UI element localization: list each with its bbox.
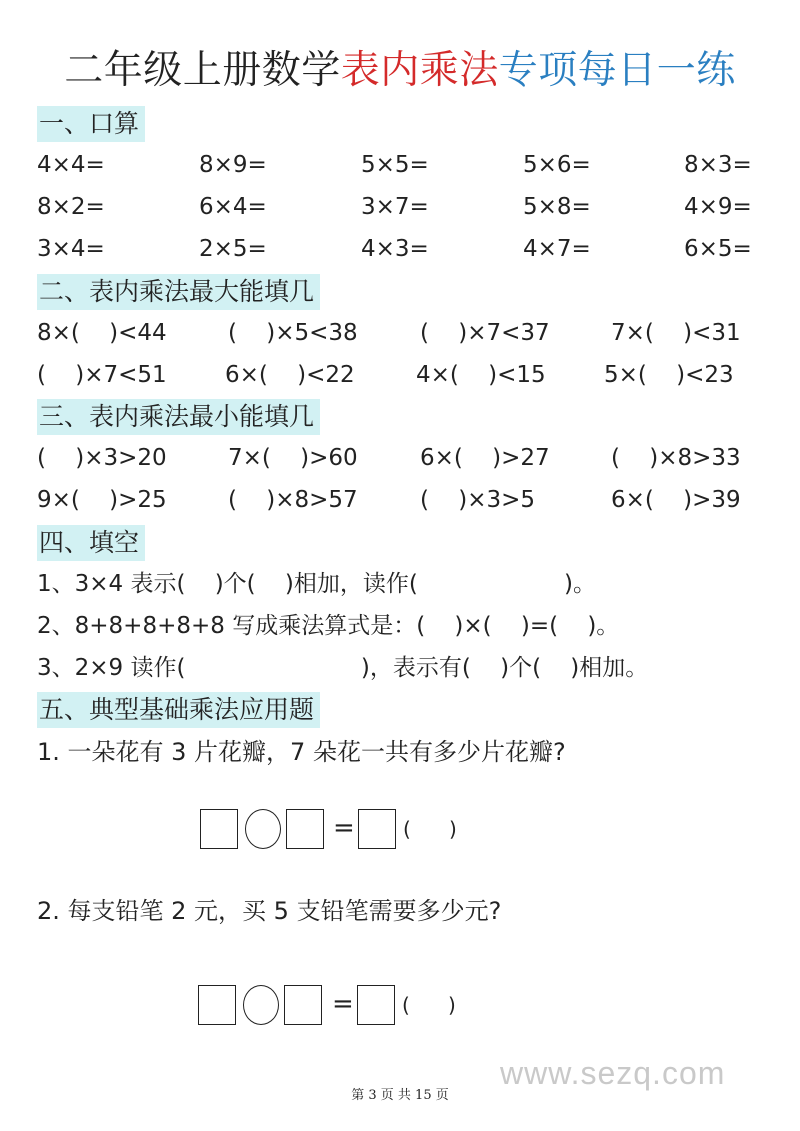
min-fill-item: 9×( )>25 [37,487,167,513]
oral-item: 5×6= [523,152,591,178]
max-fill-item: 4×( )<15 [416,362,546,388]
min-fill-item: 6×( )>39 [611,487,741,513]
section-heading-fill-blanks: 四、填空 [37,525,145,561]
word-problem-1: 1. 一朵花有 3 片花瓣，7 朵花一共有多少片花瓣? [37,738,566,766]
operator-circle[interactable] [243,985,279,1025]
oral-item: 2×5= [199,236,267,262]
answer-box[interactable] [284,985,322,1025]
equals-sign: = [333,813,355,843]
oral-item: 6×4= [199,194,267,220]
oral-item: 5×5= [361,152,429,178]
oral-item: 8×3= [684,152,752,178]
unit-blank: ( ) [402,993,456,1017]
max-fill-item: 7×( )<31 [611,320,741,346]
oral-row-3 [0,233,800,265]
title-part-1: 二年级上册数学 [64,48,341,93]
min-fill-row-2 [0,484,800,516]
unit-blank: ( ) [403,817,457,841]
equals-sign: = [332,989,354,1019]
word-problem-2: 2. 每支铅笔 2 元，买 5 支铅笔需要多少元? [37,897,502,925]
min-fill-item: 6×( )>27 [420,445,550,471]
fill-blank-question-1: 1、3×4 表示( )个( )相加，读作( )。 [37,571,597,597]
answer-box[interactable] [286,809,324,849]
min-fill-row-1 [0,442,800,474]
section-heading-max-fill: 二、表内乘法最大能填几 [37,274,320,310]
oral-item: 4×3= [361,236,429,262]
oral-item: 4×4= [37,152,105,178]
title-part-3: 专项每日一练 [498,48,736,93]
oral-item: 8×9= [199,152,267,178]
section-heading-min-fill: 三、表内乘法最小能填几 [37,399,320,435]
operator-circle[interactable] [245,809,281,849]
min-fill-item: ( )×8>57 [228,487,358,513]
min-fill-item: 7×( )>60 [228,445,358,471]
min-fill-item: ( )×3>20 [37,445,167,471]
section-heading-oral: 一、口算 [37,106,145,142]
fill-blank-question-3: 3、2×9 读作( )，表示有( )个( )相加。 [37,655,649,681]
answer-box[interactable] [357,985,395,1025]
oral-item: 8×2= [37,194,105,220]
answer-box[interactable] [358,809,396,849]
oral-item: 5×8= [523,194,591,220]
min-fill-item: ( )×3>5 [420,487,535,513]
oral-item: 6×5= [684,236,752,262]
watermark: www.sezq.com [500,1055,726,1091]
fill-blank-question-2: 2、8+8+8+8+8 写成乘法算式是：( )×( )=( )。 [37,613,620,639]
oral-item: 4×9= [684,194,752,220]
oral-row-1 [0,149,800,181]
max-fill-item: 6×( )<22 [225,362,355,388]
section-heading-word-problems: 五、典型基础乘法应用题 [37,692,320,728]
max-fill-item: ( )×7<37 [420,320,550,346]
max-fill-item: ( )×7<51 [37,362,167,388]
answer-box[interactable] [198,985,236,1025]
max-fill-row-1 [0,317,800,349]
max-fill-item: 5×( )<23 [604,362,734,388]
oral-item: 4×7= [523,236,591,262]
max-fill-item: 8×( )<44 [37,320,167,346]
page-title [0,44,800,98]
oral-item: 3×4= [37,236,105,262]
answer-box[interactable] [200,809,238,849]
max-fill-row-2 [0,359,800,391]
max-fill-item: ( )×5<38 [228,320,358,346]
oral-item: 3×7= [361,194,429,220]
min-fill-item: ( )×8>33 [611,445,741,471]
page-number: 第 3 页 共 15 页 [351,1088,449,1103]
oral-row-2 [0,191,800,223]
title-part-2: 表内乘法 [340,48,499,93]
